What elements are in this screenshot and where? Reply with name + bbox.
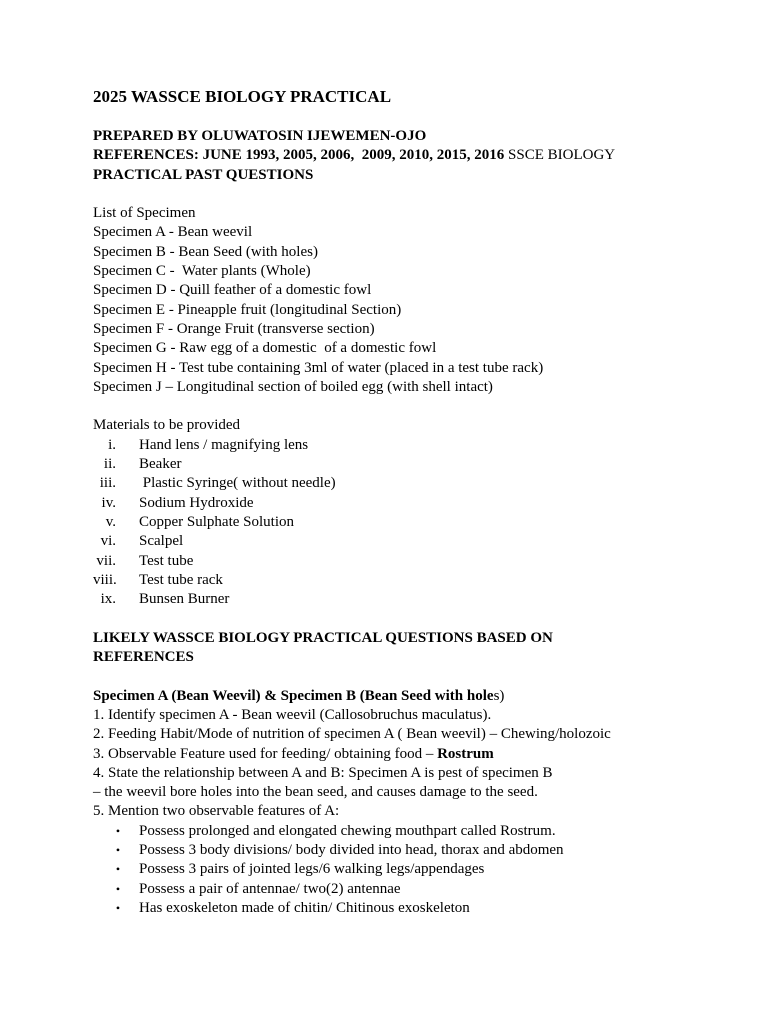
feature-label: Possess a pair of antennae/ two(2) antennae	[139, 880, 401, 897]
material-label: Sodium Hydroxide	[139, 494, 254, 511]
specimen-item: Specimen E - Pineapple fruit (longitudinal Section)	[93, 301, 402, 318]
feature-item	[93, 880, 693, 899]
references-bold: REFERENCES: JUNE 1993, 2005, 2006, 2009, 2010, 2015, 2016	[93, 147, 505, 164]
materials-heading: Materials to be provided	[93, 417, 241, 434]
list-numeral: i.	[108, 436, 116, 453]
references-line-2: PRACTICAL PAST QUESTIONS	[93, 166, 314, 183]
list-numeral: v.	[105, 513, 116, 530]
list-numeral: ii.	[103, 456, 116, 473]
material-item	[93, 455, 693, 474]
list-numeral: viii.	[93, 571, 117, 588]
specimen-item: Specimen G - Raw egg of a domestic of a domestic fowl	[93, 340, 437, 357]
material-item	[93, 532, 693, 551]
material-label: Hand lens / magnifying lens	[139, 436, 309, 453]
specimen-item: Specimen H - Test tube containing 3ml of water (placed in a test tube rack)	[93, 359, 544, 376]
question-3-text: 3. Observable Feature used for feeding/ obtaining food –	[93, 745, 438, 762]
feature-item	[93, 860, 693, 879]
material-label: Plastic Syringe( without needle)	[139, 475, 336, 492]
list-numeral: ix.	[100, 591, 116, 608]
references-normal: SSCE BIOLOGY	[504, 147, 616, 164]
material-label: Copper Sulphate Solution	[139, 513, 294, 530]
bullet-icon: •	[115, 900, 121, 915]
feature-label: Possess 3 pairs of jointed legs/6 walking legs/appendages	[139, 861, 485, 878]
material-label: Bunsen Burner	[139, 591, 230, 608]
material-item	[93, 552, 693, 571]
section-ab-heading	[93, 687, 693, 706]
specimen-item: Specimen J – Longitudinal section of boiled egg (with shell intact)	[93, 378, 493, 395]
material-item	[93, 571, 693, 590]
list-numeral: vi.	[100, 533, 116, 550]
material-item	[93, 513, 693, 532]
material-item	[93, 436, 693, 455]
question-2: 2. Feeding Habit/Mode of nutrition of specimen A ( Bean weevil) – Chewing/holozoic	[93, 726, 611, 743]
question-3-answer: Rostrum	[437, 745, 494, 762]
section-ab-heading-bold: Specimen A (Bean Weevil) & Specimen B (Bean Seed with hole	[93, 687, 494, 704]
specimen-list	[93, 223, 693, 397]
references-line	[93, 146, 693, 165]
material-label: Beaker	[139, 456, 182, 473]
document-page	[93, 86, 693, 918]
feature-item	[93, 841, 693, 860]
feature-label: Has exoskeleton made of chitin/ Chitinous exoskeleton	[139, 899, 470, 916]
list-numeral: vii.	[96, 552, 116, 569]
bullet-icon: •	[115, 862, 121, 877]
feature-label: Possess prolonged and elongated chewing mouthpart called Rostrum.	[139, 822, 556, 839]
specimen-item: Specimen A - Bean weevil	[93, 224, 253, 241]
likely-questions-heading-2: REFERENCES	[93, 649, 194, 666]
specimen-item: Specimen C - Water plants (Whole)	[93, 263, 311, 280]
material-label: Test tube rack	[139, 571, 223, 588]
question-1: 1. Identify specimen A - Bean weevil (Callosobruchus maculatus).	[93, 706, 492, 723]
specimen-item: Specimen F - Orange Fruit (transverse section)	[93, 320, 375, 337]
likely-questions-heading: LIKELY WASSCE BIOLOGY PRACTICAL QUESTIONS BASED ON	[93, 629, 553, 646]
list-numeral: iii.	[99, 475, 116, 492]
specimen-list-heading: List of Specimen	[93, 205, 196, 222]
question-4-continued: – the weevil bore holes into the bean seed, and causes damage to the seed.	[93, 784, 538, 801]
materials-list	[93, 436, 693, 610]
features-list	[93, 822, 693, 918]
material-item	[93, 590, 693, 609]
material-label: Scalpel	[139, 533, 184, 550]
specimen-item: Specimen B - Bean Seed (with holes)	[93, 243, 318, 260]
question-3	[93, 745, 693, 764]
feature-item	[93, 899, 693, 918]
question-4: 4. State the relationship between A and B: Specimen A is pest of specimen B	[93, 764, 553, 781]
bullet-icon: •	[115, 823, 121, 838]
document-title: 2025 WASSCE BIOLOGY PRACTICAL	[93, 87, 392, 106]
question-5: 5. Mention two observable features of A:	[93, 803, 340, 820]
feature-item	[93, 822, 693, 841]
prepared-by: PREPARED BY OLUWATOSIN IJEWEMEN-OJO	[93, 128, 427, 144]
material-item	[93, 474, 693, 493]
material-label: Test tube	[139, 552, 194, 569]
section-ab-heading-normal: s)	[493, 687, 505, 704]
material-item	[93, 494, 693, 513]
feature-label: Possess 3 body divisions/ body divided into head, thorax and abdomen	[139, 841, 564, 858]
bullet-icon: •	[115, 842, 121, 857]
list-numeral: iv.	[101, 494, 116, 511]
bullet-icon: •	[115, 881, 121, 896]
specimen-item: Specimen D - Quill feather of a domestic fowl	[93, 282, 372, 299]
